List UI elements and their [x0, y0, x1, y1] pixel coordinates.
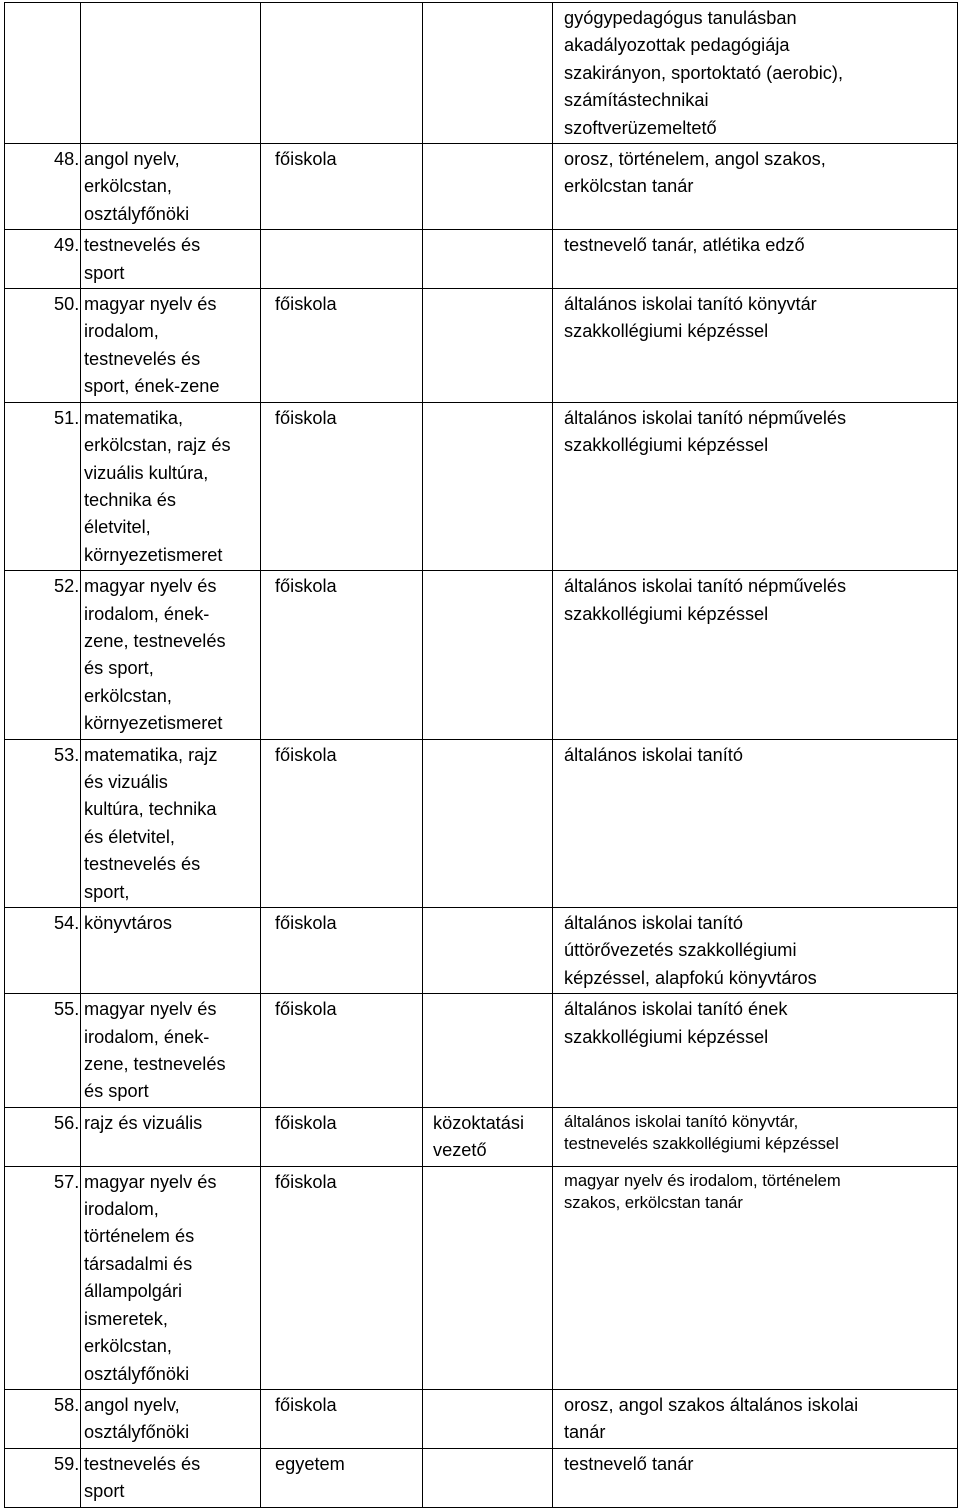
institution-cell: főiskola — [261, 1166, 423, 1389]
subjects-cell: rajz és vizuális — [81, 1107, 261, 1166]
table-row — [5, 1389, 958, 1448]
qualification-cell: testnevelő tanár, atlétika edző — [553, 230, 958, 289]
table-row — [5, 289, 958, 403]
institution-cell — [261, 230, 423, 289]
institution-cell: főiskola — [261, 739, 423, 907]
subjects-cell: magyar nyelv és irodalom, ének- zene, testnevelés és sport — [81, 994, 261, 1108]
subjects-cell: magyar nyelv és irodalom, történelem és társadalmi és állampolgári ismeretek, erkölcstan, osztályfőnöki — [81, 1166, 261, 1389]
table-row — [5, 908, 958, 994]
qualification-cell: általános iskolai tanító népművelés szakkollégiumi képzéssel — [553, 402, 958, 570]
institution-cell: főiskola — [261, 402, 423, 570]
institution-cell: főiskola — [261, 994, 423, 1108]
qualification-text: magyar nyelv és irodalom, történelem szakos, erkölcstan tanár — [564, 1170, 841, 1212]
subjects-cell: matematika, erkölcstan, rajz és vizuális kultúra, technika és életvitel, környezetismeret — [81, 402, 261, 570]
table-row — [5, 1166, 958, 1389]
table-row — [5, 1107, 958, 1166]
extra-qualification-cell — [423, 289, 553, 403]
row-number: 59. — [5, 1448, 81, 1507]
extra-qualification-cell: közoktatási vezető — [423, 1107, 553, 1166]
subjects-cell: magyar nyelv és irodalom, testnevelés és sport, ének-zene — [81, 289, 261, 403]
qualification-cell — [553, 1166, 958, 1389]
qualification-cell: általános iskolai tanító könyvtár szakkollégiumi képzéssel — [553, 289, 958, 403]
row-number — [5, 3, 81, 144]
extra-qualification-cell — [423, 994, 553, 1108]
table-body — [5, 3, 958, 1508]
row-number: 58. — [5, 1389, 81, 1448]
subjects-cell — [81, 3, 261, 144]
institution-cell: főiskola — [261, 144, 423, 230]
row-number: 57. — [5, 1166, 81, 1389]
extra-qualification-cell — [423, 1166, 553, 1389]
extra-qualification-cell — [423, 1389, 553, 1448]
row-number: 54. — [5, 908, 81, 994]
subjects-cell: könyvtáros — [81, 908, 261, 994]
table-row — [5, 144, 958, 230]
row-number: 50. — [5, 289, 81, 403]
table-row — [5, 571, 958, 739]
institution-cell: főiskola — [261, 1389, 423, 1448]
extra-qualification-cell — [423, 144, 553, 230]
extra-qualification-cell — [423, 402, 553, 570]
row-number: 49. — [5, 230, 81, 289]
row-number: 52. — [5, 571, 81, 739]
staff-qualifications-table — [4, 2, 958, 1508]
institution-cell: főiskola — [261, 289, 423, 403]
extra-qualification-cell — [423, 739, 553, 907]
qualification-cell: gyógypedagógus tanulásban akadályozottak pedagógiája szakirányon, sportoktató (aerobic), számítástechnikai szoftverüzemeltető — [553, 3, 958, 144]
institution-cell — [261, 3, 423, 144]
qualification-cell: általános iskolai tanító ének szakkollégiumi képzéssel — [553, 994, 958, 1108]
subjects-cell: matematika, rajz és vizuális kultúra, technika és életvitel, testnevelés és sport, — [81, 739, 261, 907]
qualification-cell: testnevelő tanár — [553, 1448, 958, 1507]
row-number: 56. — [5, 1107, 81, 1166]
qualification-cell: orosz, történelem, angol szakos, erkölcstan tanár — [553, 144, 958, 230]
qualification-cell — [553, 1107, 958, 1166]
row-number: 53. — [5, 739, 81, 907]
table-row — [5, 994, 958, 1108]
qualification-text: általános iskolai tanító könyvtár, testnevelés szakkollégiumi képzéssel — [564, 1111, 839, 1153]
extra-qualification-cell — [423, 571, 553, 739]
extra-qualification-cell — [423, 230, 553, 289]
table-row — [5, 230, 958, 289]
qualification-cell: általános iskolai tanító — [553, 739, 958, 907]
institution-cell: főiskola — [261, 571, 423, 739]
subjects-cell: angol nyelv, erkölcstan, osztályfőnöki — [81, 144, 261, 230]
subjects-cell: magyar nyelv és irodalom, ének- zene, testnevelés és sport, erkölcstan, környezetismeret — [81, 571, 261, 739]
extra-qualification-cell — [423, 3, 553, 144]
subjects-cell: testnevelés és sport — [81, 230, 261, 289]
institution-cell: főiskola — [261, 1107, 423, 1166]
table-row — [5, 739, 958, 907]
table-row — [5, 402, 958, 570]
row-number: 51. — [5, 402, 81, 570]
institution-cell: egyetem — [261, 1448, 423, 1507]
institution-cell: főiskola — [261, 908, 423, 994]
row-number: 48. — [5, 144, 81, 230]
extra-qualification-cell — [423, 908, 553, 994]
table-row — [5, 3, 958, 144]
qualification-cell: orosz, angol szakos általános iskolai tanár — [553, 1389, 958, 1448]
row-number: 55. — [5, 994, 81, 1108]
subjects-cell: angol nyelv, osztályfőnöki — [81, 1389, 261, 1448]
table-row — [5, 1448, 958, 1507]
qualification-cell: általános iskolai tanító népművelés szakkollégiumi képzéssel — [553, 571, 958, 739]
extra-qualification-cell — [423, 1448, 553, 1507]
qualification-cell: általános iskolai tanító úttörővezetés szakkollégiumi képzéssel, alapfokú könyvtáros — [553, 908, 958, 994]
subjects-cell: testnevelés és sport — [81, 1448, 261, 1507]
